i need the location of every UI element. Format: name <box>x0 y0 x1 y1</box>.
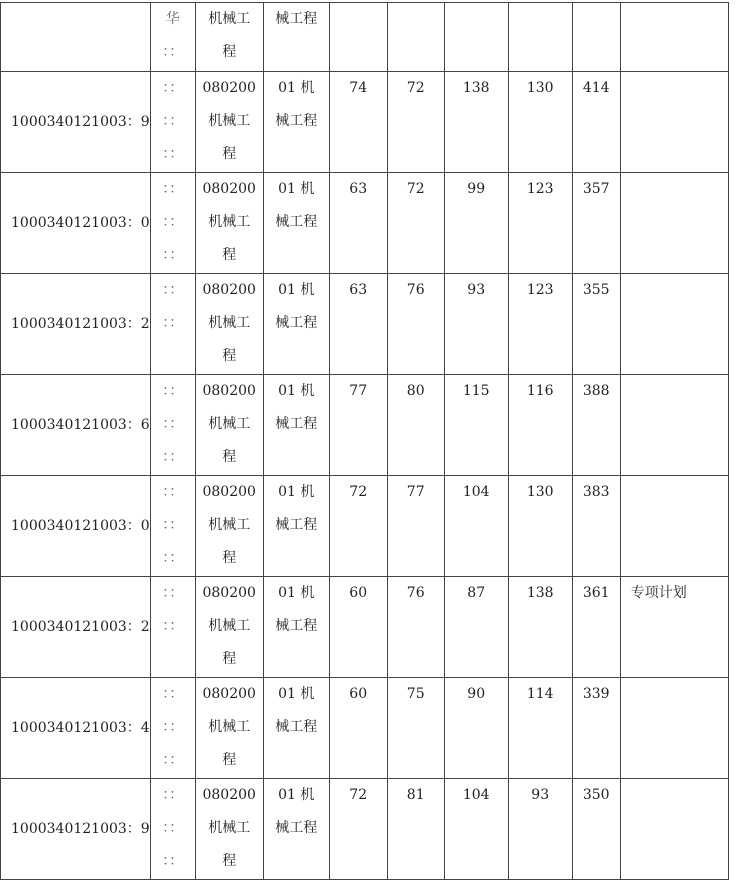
score-politics: 60 <box>329 678 387 779</box>
score-total: 339 <box>572 678 620 779</box>
major-cell <box>195 72 263 173</box>
table-row <box>1 173 729 274</box>
direction-line: 01 机 <box>278 484 315 500</box>
major-line: 机械工 <box>208 618 251 634</box>
score-total: 414 <box>572 72 620 173</box>
score-math: 104 <box>444 476 508 577</box>
score-english: 81 <box>387 779 444 880</box>
major-line: 程 <box>222 449 237 465</box>
candidate-id: 1000340121003：0 <box>1 173 151 274</box>
score-total: 357 <box>572 173 620 274</box>
candidate-id <box>1 3 151 72</box>
major-cell <box>195 375 263 476</box>
candidate-name <box>150 173 195 274</box>
direction-line: 01 机 <box>278 686 315 702</box>
score-math: 90 <box>444 678 508 779</box>
direction-line: 械工程 <box>275 618 318 634</box>
direction-line: 械工程 <box>275 719 318 735</box>
score-politics: 77 <box>329 375 387 476</box>
major-line: 程 <box>222 146 237 162</box>
name-line <box>151 340 195 373</box>
candidate-name <box>150 375 195 476</box>
candidate-id: 1000340121003：0 <box>1 476 151 577</box>
table-row <box>1 72 729 173</box>
major-line: 080200 <box>202 585 256 601</box>
name-line: ：： <box>162 686 184 702</box>
direction-line: 01 机 <box>278 80 315 96</box>
direction-line: 械工程 <box>275 214 318 230</box>
score-politics: 60 <box>329 577 387 678</box>
score-major <box>508 3 572 72</box>
score-major: 130 <box>508 72 572 173</box>
name-line: ：： <box>162 181 184 197</box>
name-line: ：： <box>162 80 184 96</box>
major-line: 程 <box>222 853 237 869</box>
score-politics: 72 <box>329 779 387 880</box>
note-cell <box>620 779 728 880</box>
score-english: 75 <box>387 678 444 779</box>
score-total: 355 <box>572 274 620 375</box>
score-math: 87 <box>444 577 508 678</box>
note-cell <box>620 72 728 173</box>
note-cell <box>620 678 728 779</box>
name-line: ：： <box>162 550 184 566</box>
name-line: ：： <box>162 449 184 465</box>
score-politics: 63 <box>329 274 387 375</box>
major-line: 机械工 <box>208 113 251 129</box>
direction-line: 械工程 <box>275 820 318 836</box>
major-line: 机械工 <box>208 416 251 432</box>
major-line: 程 <box>222 651 237 667</box>
name-line: ：： <box>162 146 184 162</box>
table-row <box>1 375 729 476</box>
name-line <box>151 643 195 676</box>
major-line: 程 <box>222 550 237 566</box>
name-line: ：： <box>162 820 184 836</box>
candidate-name <box>150 274 195 375</box>
score-math: 115 <box>444 375 508 476</box>
score-major: 138 <box>508 577 572 678</box>
score-math: 99 <box>444 173 508 274</box>
score-politics <box>329 3 387 72</box>
score-english: 72 <box>387 173 444 274</box>
name-line: ：： <box>162 44 184 60</box>
score-major: 123 <box>508 274 572 375</box>
candidate-name <box>150 72 195 173</box>
direction-line: 械工程 <box>275 416 318 432</box>
name-line: ：： <box>162 214 184 230</box>
candidate-name <box>150 577 195 678</box>
score-total: 350 <box>572 779 620 880</box>
name-line: ：： <box>162 517 184 533</box>
name-line: ：： <box>162 247 184 263</box>
direction-cell <box>263 678 329 779</box>
major-line: 080200 <box>202 181 256 197</box>
table-row <box>1 476 729 577</box>
direction-cell <box>263 274 329 375</box>
score-total: 383 <box>572 476 620 577</box>
note-cell: 专项计划 <box>620 577 728 678</box>
score-major: 114 <box>508 678 572 779</box>
major-line: 程 <box>222 752 237 768</box>
name-line: ：： <box>162 416 184 432</box>
score-politics: 63 <box>329 173 387 274</box>
direction-line: 01 机 <box>278 181 315 197</box>
major-cell <box>195 678 263 779</box>
direction-line: 械工程 <box>275 517 318 533</box>
name-line: ：： <box>162 315 184 331</box>
score-english <box>387 3 444 72</box>
candidate-id: 1000340121003：2 <box>1 577 151 678</box>
score-total: 361 <box>572 577 620 678</box>
name-line: ：： <box>162 113 184 129</box>
major-cell <box>195 779 263 880</box>
candidate-name <box>150 678 195 779</box>
score-major: 123 <box>508 173 572 274</box>
major-line: 080200 <box>202 484 256 500</box>
candidate-name <box>150 3 195 72</box>
score-major: 116 <box>508 375 572 476</box>
candidate-id: 1000340121003：9 <box>1 779 151 880</box>
score-total <box>572 3 620 72</box>
score-english: 76 <box>387 577 444 678</box>
major-line: 机械工 <box>208 315 251 331</box>
major-cell <box>195 577 263 678</box>
note-cell <box>620 173 728 274</box>
major-line: 机械工 <box>208 11 251 27</box>
major-line: 080200 <box>202 787 256 803</box>
score-major: 93 <box>508 779 572 880</box>
name-line: ：： <box>162 853 184 869</box>
score-english: 72 <box>387 72 444 173</box>
name-line: ：： <box>162 282 184 298</box>
direction-cell <box>263 476 329 577</box>
table-row <box>1 779 729 880</box>
direction-cell <box>263 577 329 678</box>
score-english: 76 <box>387 274 444 375</box>
major-line: 程 <box>222 348 237 364</box>
name-line: ：： <box>162 752 184 768</box>
candidate-id: 1000340121003：9 <box>1 72 151 173</box>
note-cell <box>620 274 728 375</box>
candidate-name <box>150 779 195 880</box>
table-row <box>1 577 729 678</box>
major-line: 程 <box>222 44 237 60</box>
name-line: ：： <box>162 787 184 803</box>
score-math: 93 <box>444 274 508 375</box>
major-cell <box>195 274 263 375</box>
note-cell <box>620 476 728 577</box>
score-math: 104 <box>444 779 508 880</box>
name-line: ：： <box>162 383 184 399</box>
major-line: 机械工 <box>208 517 251 533</box>
direction-line: 01 机 <box>278 282 315 298</box>
major-line: 机械工 <box>208 719 251 735</box>
major-cell <box>195 476 263 577</box>
score-major: 130 <box>508 476 572 577</box>
direction-cell <box>263 779 329 880</box>
score-total: 388 <box>572 375 620 476</box>
direction-line: 01 机 <box>278 383 315 399</box>
direction-line: 械工程 <box>275 113 318 129</box>
major-cell <box>195 173 263 274</box>
table-row <box>1 678 729 779</box>
candidate-id: 1000340121003：4 <box>1 678 151 779</box>
candidate-id: 1000340121003：2 <box>1 274 151 375</box>
name-line: ：： <box>162 484 184 500</box>
name-line: ：： <box>162 618 184 634</box>
major-line: 机械工 <box>208 214 251 230</box>
note-cell <box>620 375 728 476</box>
candidate-name <box>150 476 195 577</box>
direction-cell <box>263 3 329 72</box>
candidate-id: 1000340121003：6 <box>1 375 151 476</box>
score-math <box>444 3 508 72</box>
direction-cell <box>263 375 329 476</box>
major-line: 080200 <box>202 383 256 399</box>
score-english: 80 <box>387 375 444 476</box>
score-english: 77 <box>387 476 444 577</box>
score-politics: 74 <box>329 72 387 173</box>
name-line: ：： <box>162 585 184 601</box>
direction-cell <box>263 72 329 173</box>
score-table <box>0 2 729 880</box>
note-cell <box>620 3 728 72</box>
major-cell <box>195 3 263 72</box>
major-line: 080200 <box>202 282 256 298</box>
name-line: 华 <box>165 11 180 27</box>
major-line: 程 <box>222 247 237 263</box>
direction-line: 01 机 <box>278 585 315 601</box>
direction-line: 械工程 <box>275 315 318 331</box>
score-politics: 72 <box>329 476 387 577</box>
direction-line: 械工程 <box>275 11 318 27</box>
direction-line: 01 机 <box>278 787 315 803</box>
direction-cell <box>263 173 329 274</box>
score-math: 138 <box>444 72 508 173</box>
table-row <box>1 274 729 375</box>
major-line: 080200 <box>202 686 256 702</box>
name-line: ：： <box>162 719 184 735</box>
major-line: 080200 <box>202 80 256 96</box>
major-line: 机械工 <box>208 820 251 836</box>
table-row <box>1 3 729 72</box>
